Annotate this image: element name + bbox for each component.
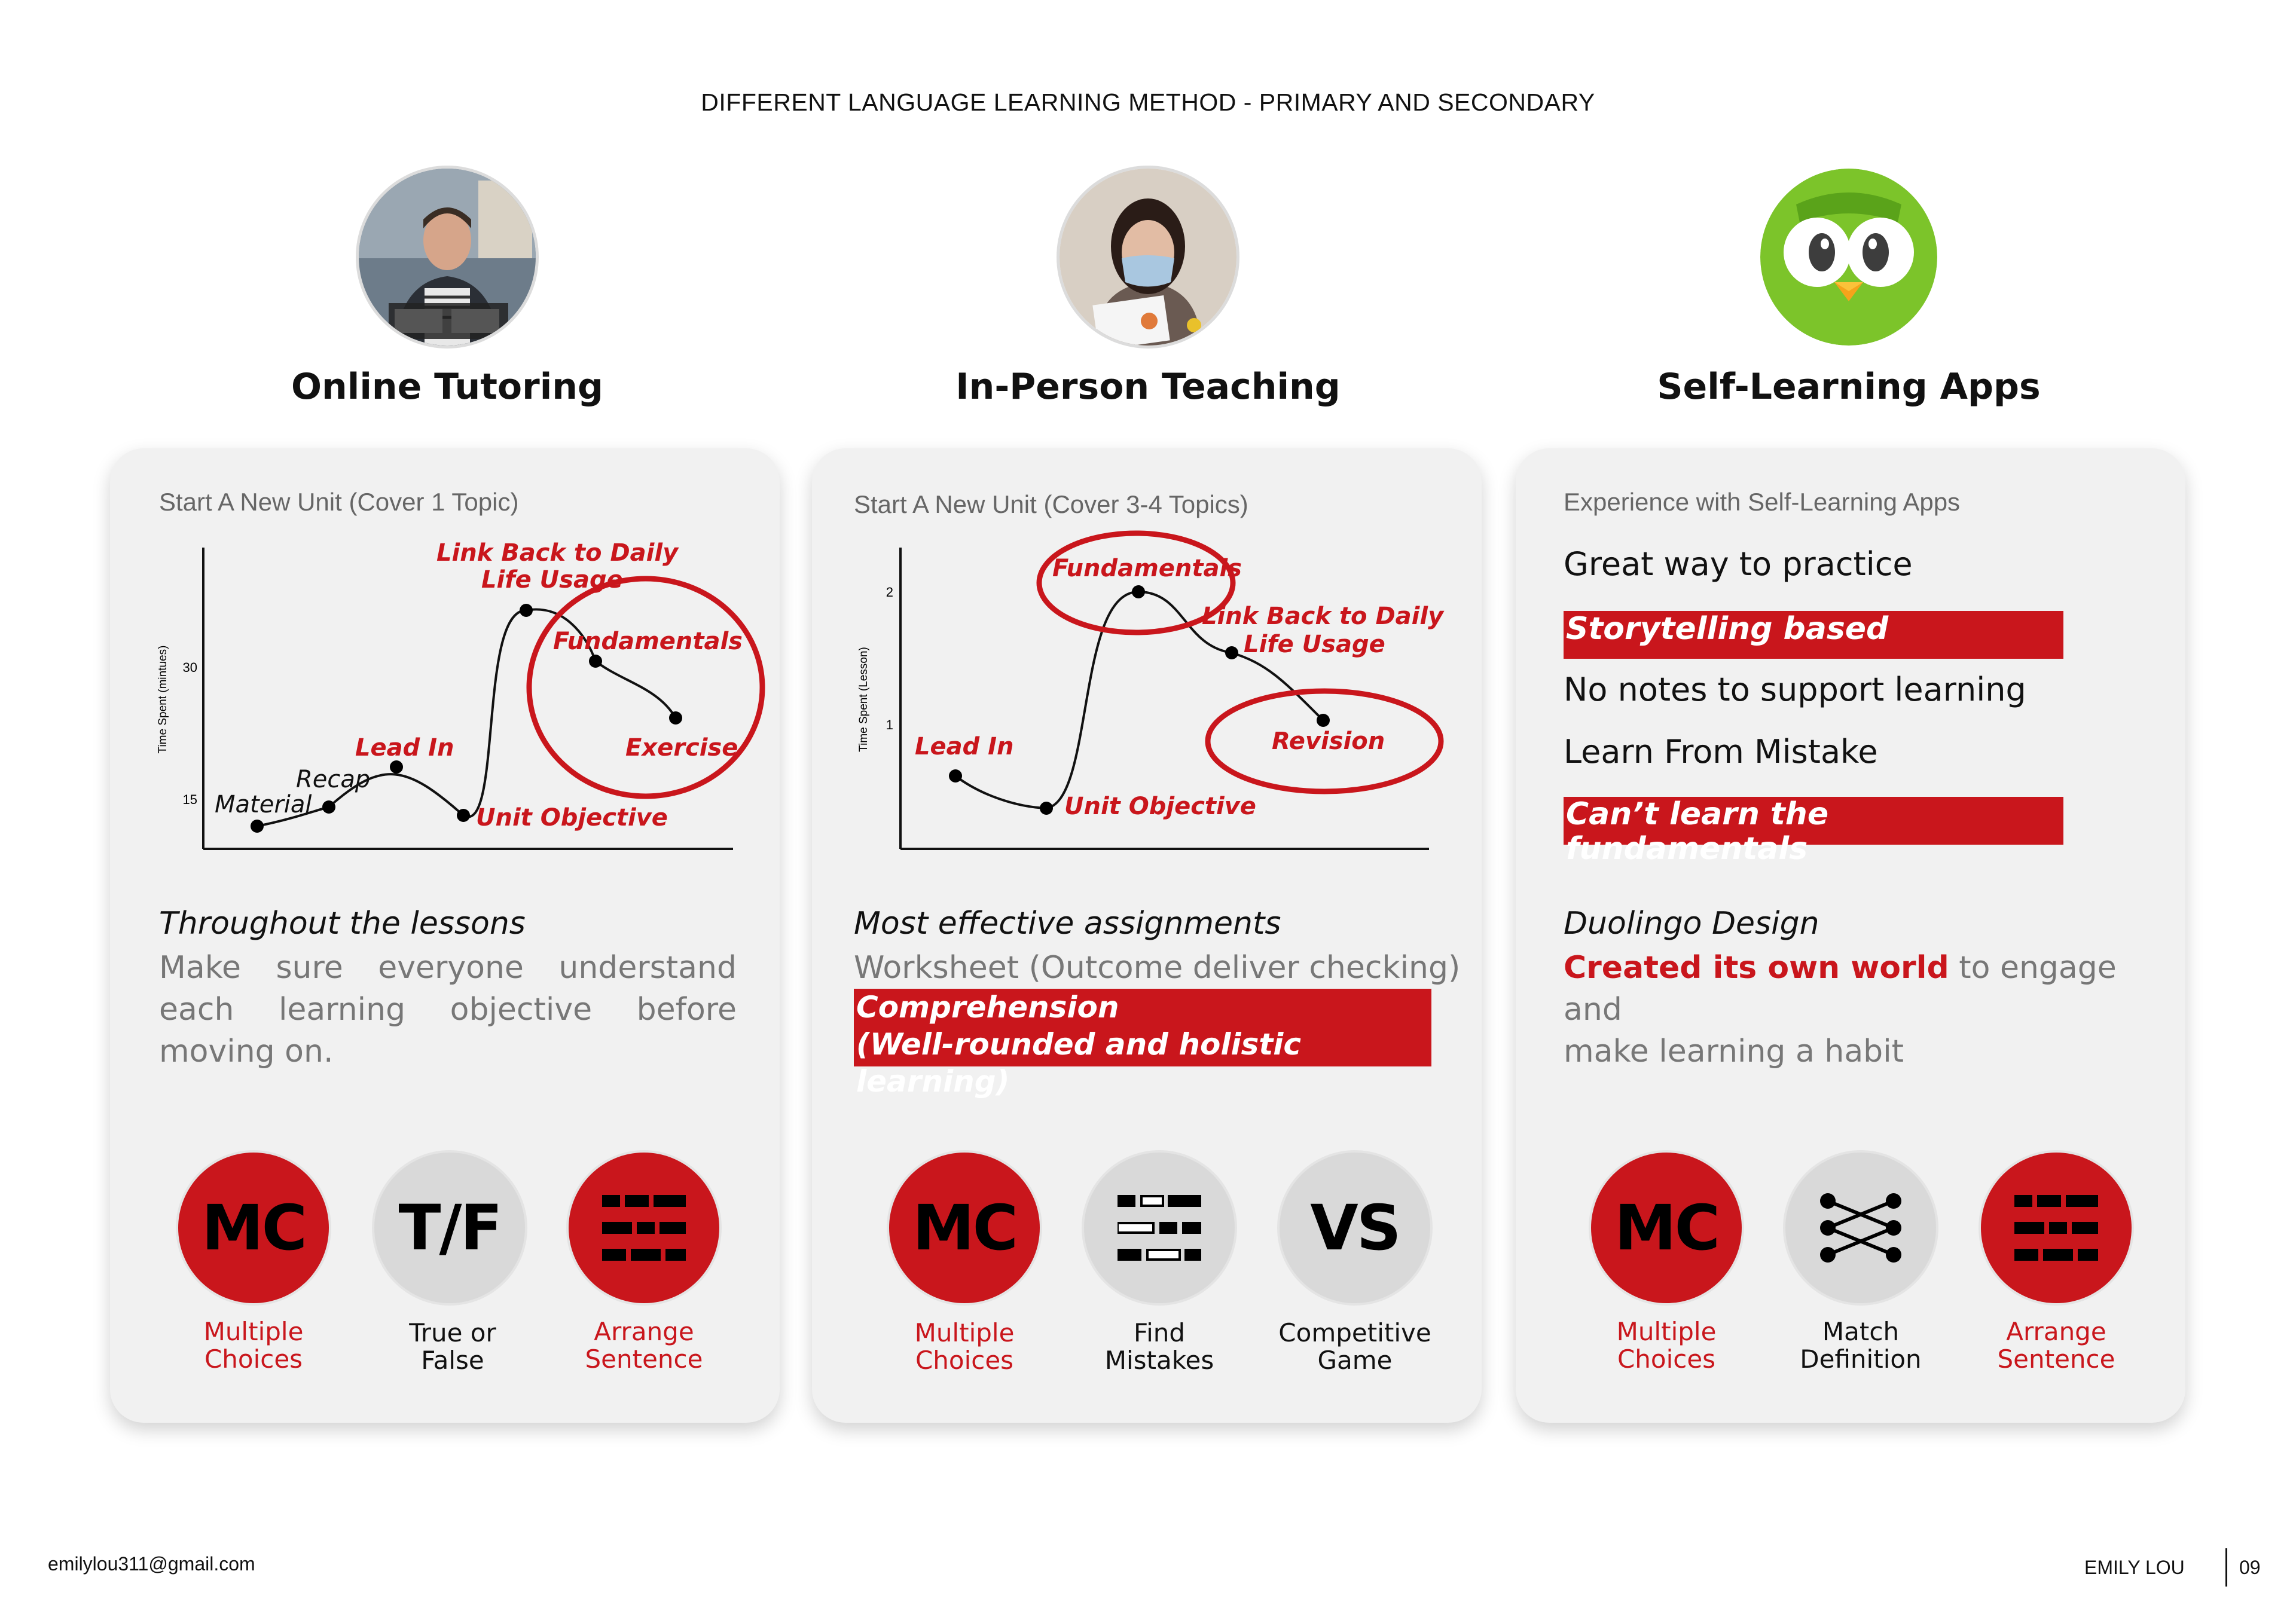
highlight-comprehension xyxy=(854,989,1431,1099)
caption-line-2: False xyxy=(421,1346,484,1375)
point-material xyxy=(251,820,264,833)
match-definition-icon xyxy=(1785,1153,1936,1303)
card-label: Experience with Self-Learning Apps xyxy=(1564,488,1961,516)
page-title: DIFFERENT LANGUAGE LEARNING METHOD - PRIMARY AND SECONDARY xyxy=(701,88,1595,116)
point-unit-objective xyxy=(457,809,470,822)
list-item: Storytelling based xyxy=(1566,611,1889,647)
caption-line-1: True or xyxy=(409,1318,496,1347)
section-body-rest: to engage and xyxy=(1564,950,2117,1028)
caption-multiple-choices xyxy=(158,1318,349,1373)
point-lead-in xyxy=(390,760,403,774)
y-tick-15: 15 xyxy=(182,792,197,807)
caption-line-1: Competitive xyxy=(1278,1318,1431,1347)
caption-match-definition xyxy=(1765,1318,1956,1373)
section-heading: Most effective assignments xyxy=(854,906,1281,942)
highlight-cant-learn xyxy=(1564,796,2063,867)
true-false-icon xyxy=(374,1153,525,1303)
caption-true-or-false xyxy=(357,1319,548,1374)
highlight-line-1: Comprehension xyxy=(856,990,1119,1025)
point-link-back xyxy=(520,604,533,617)
section-body-line-2: make learning a habit xyxy=(1564,1034,1904,1069)
badge-text: MC xyxy=(1614,1191,1718,1264)
caption-line-2: Sentence xyxy=(585,1344,703,1374)
label-revision: Revision xyxy=(1272,728,1385,755)
label-link-back-1: Link Back to Daily xyxy=(436,539,679,567)
section-heading: Duolingo Design xyxy=(1564,906,1819,942)
badge-text: VS xyxy=(1310,1191,1400,1264)
caption-line-1: Multiple xyxy=(1616,1317,1717,1346)
column-title-self-learning-apps: Self-Learning Apps xyxy=(1657,366,2041,408)
caption-arrange-sentence xyxy=(548,1318,740,1373)
label-material: Material xyxy=(215,791,312,818)
point-exercise xyxy=(669,711,682,725)
y-tick-2: 2 xyxy=(886,585,893,600)
list-item: Great way to practice xyxy=(1564,545,1913,583)
duolingo-owl-logo xyxy=(1760,169,1937,346)
point-fundamentals xyxy=(1132,585,1145,598)
page-number: 09 xyxy=(2239,1557,2261,1578)
point-lead-in xyxy=(949,769,962,783)
label-lead-in: Lead In xyxy=(355,734,454,762)
multiple-choice-icon xyxy=(178,1153,329,1303)
list-item: Learn From Mistake xyxy=(1564,733,1878,771)
label-link-back-2: Life Usage xyxy=(481,566,623,594)
label-link-back-2: Life Usage xyxy=(1244,631,1385,658)
caption-multiple-choices xyxy=(1571,1318,1762,1373)
label-recap: Recap xyxy=(296,766,371,793)
column-title-in-person-teaching: In-Person Teaching xyxy=(955,366,1341,408)
highlight-line-2: (Well-rounded and holistic learning) xyxy=(856,1027,1302,1099)
badge-text: MC xyxy=(201,1191,306,1264)
caption-line-1: Multiple xyxy=(203,1317,304,1346)
label-unit-objective: Unit Objective xyxy=(476,804,668,832)
chart-label: Start A New Unit (Cover 1 Topic) xyxy=(159,488,519,516)
list-item: No notes to support learning xyxy=(1564,671,2026,708)
caption-line-2: Choices xyxy=(915,1346,1014,1375)
multiple-choice-icon xyxy=(1591,1153,1742,1303)
label-unit-objective: Unit Objective xyxy=(1064,793,1256,820)
point-unit-objective xyxy=(1040,802,1053,815)
find-mistakes-icon xyxy=(1084,1153,1235,1303)
caption-line-2: Choices xyxy=(204,1344,303,1374)
caption-competitive-game xyxy=(1259,1319,1451,1374)
y-tick-30: 30 xyxy=(182,660,197,675)
footer-author: EMILY LOU xyxy=(2084,1557,2185,1578)
caption-line-2: Sentence xyxy=(1997,1344,2115,1374)
section-heading: Throughout the lessons xyxy=(159,906,526,942)
tutor-photo xyxy=(359,169,536,346)
caption-line-1: Arrange xyxy=(2006,1317,2106,1346)
label-exercise: Exercise xyxy=(625,734,738,762)
arrange-sentence-icon xyxy=(1981,1153,2132,1303)
caption-line-1: Multiple xyxy=(914,1318,1015,1347)
chart-label: Start A New Unit (Cover 3-4 Topics) xyxy=(854,490,1248,518)
section-body xyxy=(1564,947,2150,1072)
label-fundamentals: Fundamentals xyxy=(553,628,743,655)
list-item: Can’t learn the fundamentals xyxy=(1566,796,1829,867)
section-body: Worksheet (Outcome deliver checking) xyxy=(854,950,1461,986)
label-lead-in: Lead In xyxy=(915,733,1014,760)
caption-arrange-sentence xyxy=(1961,1318,2152,1373)
caption-line-2: Choices xyxy=(1617,1344,1716,1374)
highlight-circle xyxy=(529,579,762,796)
competitive-game-icon xyxy=(1280,1153,1430,1303)
caption-find-mistakes xyxy=(1064,1319,1255,1374)
highlight-storytelling xyxy=(1564,611,2063,659)
column-title-online-tutoring: Online Tutoring xyxy=(291,366,603,408)
label-link-back-1: Link Back to Daily xyxy=(1202,603,1444,630)
caption-line-1: Find xyxy=(1133,1318,1186,1347)
point-revision xyxy=(1317,714,1330,727)
point-recap xyxy=(322,800,335,814)
badge-text: T/F xyxy=(398,1191,501,1264)
label-fundamentals: Fundamentals xyxy=(1052,555,1242,582)
footer-email: emilylou311@gmail.com xyxy=(48,1553,255,1575)
caption-line-2: Definition xyxy=(1800,1344,1922,1374)
point-link-back xyxy=(1225,646,1238,659)
y-tick-1: 1 xyxy=(886,717,893,732)
teacher-photo xyxy=(1060,169,1236,346)
caption-line-2: Game xyxy=(1317,1346,1393,1375)
y-axis-label: Time Spent (mintues) xyxy=(157,645,169,754)
caption-line-1: Match xyxy=(1822,1317,1900,1346)
caption-line-1: Arrange xyxy=(594,1317,694,1346)
arrange-sentence-icon xyxy=(569,1153,719,1303)
caption-multiple-choices xyxy=(869,1319,1060,1374)
section-body: Make sure everyone understand each learning objective before moving on. xyxy=(159,950,737,1069)
badge-text: MC xyxy=(912,1191,1016,1264)
multiple-choice-icon xyxy=(889,1153,1040,1303)
section-body-bold: Created its own world xyxy=(1564,950,1949,986)
caption-line-2: Mistakes xyxy=(1104,1346,1214,1375)
y-axis-label: Time Spent (Lesson) xyxy=(857,647,870,752)
point-fundamentals xyxy=(589,655,602,668)
footer-divider xyxy=(2225,1548,2227,1587)
